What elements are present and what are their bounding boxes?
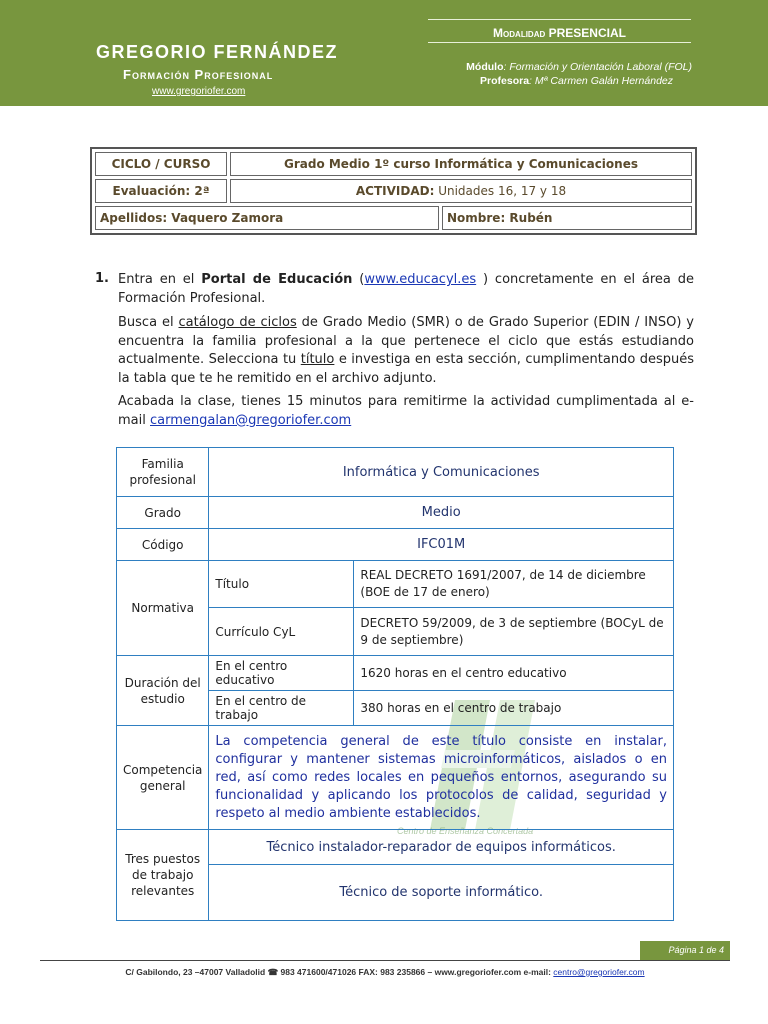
puesto-1: Técnico instalador-reparador de equipos informáticos. bbox=[209, 830, 674, 865]
text-run: Acabada la clase, tienes 15 minutos para remitirme la actividad cumplimentada al e-mail bbox=[118, 394, 694, 428]
text-run: ( bbox=[352, 272, 365, 287]
curriculo-value: DECRETO 59/2009, de 3 de septiembre (BOCyL de 9 de septiembre) bbox=[354, 608, 674, 656]
table-row bbox=[117, 529, 674, 561]
titulo-value: REAL DECRETO 1691/2007, de 14 de diciembre (BOE de 17 de enero) bbox=[354, 561, 674, 608]
page-header bbox=[0, 0, 768, 106]
profesora-label: Profesora bbox=[480, 75, 530, 87]
ciclo-value: Grado Medio 1º curso Informática y Comunicaciones bbox=[230, 152, 692, 176]
school-website-link[interactable]: www.gregoriofer.com bbox=[152, 86, 246, 97]
puesto-2: Técnico de soporte informático. bbox=[209, 865, 674, 921]
catalogo-term: catálogo de ciclos bbox=[178, 315, 297, 330]
table-row bbox=[117, 448, 674, 497]
table-row bbox=[117, 656, 674, 691]
modalidad-label: Modalidad PRESENCIAL bbox=[428, 26, 691, 43]
nombre-cell: Nombre: Rubén bbox=[442, 206, 692, 230]
centro-educativo-label: En el centro educativo bbox=[209, 656, 354, 691]
ciclo-details-table bbox=[116, 447, 674, 921]
table-row bbox=[117, 726, 674, 830]
competencia-label: Competencia general bbox=[117, 726, 209, 830]
puestos-label: Tres puestos de trabajo relevantes bbox=[117, 830, 209, 921]
familia-value: Informática y Comunicaciones bbox=[209, 448, 674, 497]
centro-educativo-value: 1620 horas en el centro educativo bbox=[354, 656, 674, 691]
codigo-label: Código bbox=[117, 529, 209, 561]
footer-email-link[interactable]: centro@gregoriofer.com bbox=[553, 967, 645, 977]
text-run: de Grado Medio (SMR) o de Grado Superior (EDIN / INSO) y encuentra la familia profesional a la que pertenece el ciclo que estás estudiando actualmente. Selecciona tu bbox=[118, 315, 695, 367]
text-run: Entra en el bbox=[118, 272, 202, 287]
item-number: 1. bbox=[95, 271, 109, 286]
modulo-label: Módulo bbox=[466, 61, 504, 73]
titulo-term: título bbox=[300, 352, 335, 367]
profesora-value: : Mª Carmen Galán Hernández bbox=[529, 75, 673, 87]
text-run: Busca el bbox=[118, 315, 179, 330]
familia-label: Familia profesional bbox=[117, 448, 209, 497]
curriculo-label: Currículo CyL bbox=[209, 608, 354, 656]
grado-value: Medio bbox=[209, 497, 674, 529]
ciclo-label: CICLO / CURSO bbox=[95, 152, 227, 176]
footer-address bbox=[40, 967, 730, 978]
school-subtitle: Formación Profesional bbox=[123, 67, 274, 82]
modalidad-top-rule bbox=[428, 19, 691, 20]
instruction-paragraph-2 bbox=[118, 314, 694, 388]
evaluacion-cell: Evaluación: 2ª bbox=[95, 179, 227, 203]
school-name: GREGORIO FERNÁNDEZ bbox=[96, 42, 339, 62]
actividad-cell bbox=[230, 179, 692, 203]
normativa-label: Normativa bbox=[117, 561, 209, 656]
table-row bbox=[117, 561, 674, 608]
centro-trabajo-value: 380 horas en el centro de trabajo bbox=[354, 691, 674, 726]
competencia-value: La competencia general de este título consiste en instalar, configurar y mantener sistemas microinformáticos, aislados o en red, así como redes locales en pequeños entornos, asegurando su funcionalidad y aplicando los protocolos de calidad, seguridad y respeto al medio ambiente establecidos. bbox=[209, 726, 674, 830]
actividad-value: Unidades 16, 17 y 18 bbox=[434, 184, 567, 198]
footer-contact-text: C/ Gabilondo, 23 –47007 Valladolid ☎ 983 471600/471026 FAX: 983 235866 – www.gregoriofer.com e-mail: bbox=[125, 967, 554, 977]
text-run: e investiga en esta sección, cumplimentando después la tabla que te he remitido en el archivo adjunto. bbox=[118, 352, 694, 386]
modulo-line bbox=[400, 61, 692, 73]
footer-divider bbox=[40, 960, 730, 961]
titulo-label: Título bbox=[209, 561, 354, 608]
watermark-text: Centro de Enseñanza Concertada bbox=[397, 826, 534, 836]
modulo-value: : Formación y Orientación Laboral (FOL) bbox=[503, 61, 692, 73]
text-run: ) concretamente en el área de Formación Profesional. bbox=[118, 272, 694, 306]
table-row bbox=[95, 179, 692, 203]
grado-label: Grado bbox=[117, 497, 209, 529]
instruction-paragraph-3 bbox=[118, 393, 694, 430]
codigo-value: IFC01M bbox=[209, 529, 674, 561]
profesora-line bbox=[400, 75, 673, 87]
centro-trabajo-label: En el centro de trabajo bbox=[209, 691, 354, 726]
instruction-paragraph-1 bbox=[118, 271, 694, 308]
table-row bbox=[95, 206, 692, 230]
table-row bbox=[117, 497, 674, 529]
actividad-label: ACTIVIDAD: bbox=[355, 184, 435, 198]
page-number-badge: Página 1 de 4 bbox=[640, 941, 730, 960]
duracion-label: Duración del estudio bbox=[117, 656, 209, 726]
email-link[interactable]: carmengalan@gregoriofer.com bbox=[150, 412, 352, 428]
apellidos-cell: Apellidos: Vaquero Zamora bbox=[95, 206, 439, 230]
educacyl-link[interactable]: www.educacyl.es bbox=[364, 272, 477, 287]
table-row bbox=[117, 830, 674, 865]
table-row bbox=[95, 152, 692, 176]
portal-name: Portal de Educación bbox=[201, 272, 353, 287]
course-info-table bbox=[90, 147, 697, 235]
